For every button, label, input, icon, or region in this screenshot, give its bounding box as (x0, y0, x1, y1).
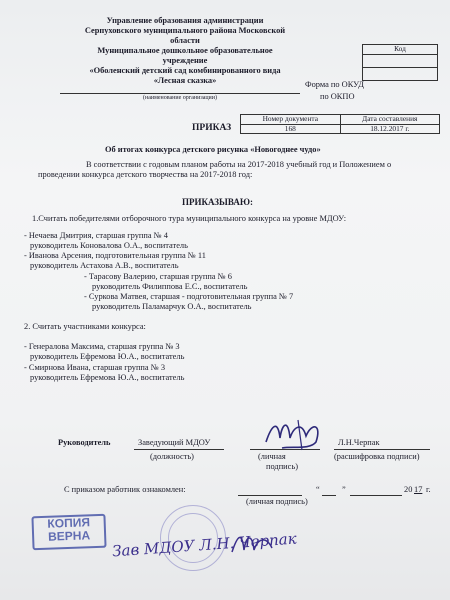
acquainted-label: С приказом работник ознакомлен: (64, 485, 186, 494)
item2-title: 2. Считать участниками конкурса: (24, 322, 146, 331)
acq-year-prefix: 20 (404, 485, 413, 494)
winner-line: - Нечаева Дмитрия, старшая группа № 4 (24, 231, 168, 240)
org-line-2: Серпуховского муниципального района Московской (84, 26, 286, 35)
date-value: 18.12.2017 г. (340, 124, 439, 134)
acq-quote-close: ” (342, 485, 346, 494)
winner-line: руководитель Коновалова О.А., воспитатель (30, 241, 188, 250)
date-header: Дата составления (340, 115, 439, 125)
org-underline (60, 93, 300, 94)
acq-signature-line (238, 495, 302, 496)
acq-year-suffix: г. (426, 485, 431, 494)
head-name: Л.Н.Черпак (338, 438, 380, 447)
winner-line: - Тарасову Валерию, старшая группа № 6 (84, 272, 232, 281)
signature-caption-1: (личная (258, 452, 286, 461)
code-table (362, 44, 438, 81)
winner-line: руководитель Филиппова Е.С., воспитатель (92, 282, 248, 291)
position-caption: (должность) (150, 452, 194, 461)
acq-year: 17 (414, 485, 423, 494)
winner-line: - Иванова Арсения, подготовительная группа № 11 (24, 251, 206, 260)
acq-day-line (322, 495, 336, 496)
participant-line: руководитель Ефремова Ю.А., воспитатель (30, 373, 185, 382)
participant-line: руководитель Ефремова Ю.А., воспитатель (30, 352, 185, 361)
position-underline (134, 449, 224, 450)
okud-cell (363, 54, 438, 67)
name-underline (334, 449, 430, 450)
preamble-line-2: проведении конкурса детского творчества на 2017-2018 год: (38, 170, 253, 179)
director-signature (262, 412, 332, 454)
org-caption: (наименование организации) (143, 95, 217, 101)
participant-line: - Смирнова Ивана, старшая группа № 3 (24, 363, 166, 372)
winner-line: руководитель Паламарчук О.А., воспитатель (92, 302, 252, 311)
signature-caption-2: подпись) (266, 462, 298, 471)
okud-label: Форма по ОКУД (305, 80, 364, 89)
head-label: Руководитель (58, 438, 111, 447)
org-line-6: «Оболенский детский сад комбинированного вида (89, 66, 281, 75)
org-line-7: «Лесная сказка» (153, 76, 217, 85)
stamp-line-1: КОПИЯ (47, 515, 91, 531)
okpo-cell (363, 67, 438, 80)
winner-line: - Суркова Матвея, старшая - подготовительная группа № 7 (84, 292, 294, 301)
acq-quote-open: “ (316, 485, 320, 494)
winner-line: руководитель Астахова А.В., воспитатель (30, 261, 179, 270)
code-label: Код (363, 45, 438, 55)
participant-line: - Генералова Максима, старшая группа № 3 (24, 342, 180, 351)
org-line-1: Управление образования администрации (106, 16, 264, 25)
doc-number-header: Номер документа (241, 115, 341, 125)
order-heading: ПРИКАЗЫВАЮ: (182, 197, 253, 207)
preamble-line-1: В соответствии с годовым планом работы на 2017-2018 учебный год и Положением о (86, 160, 392, 169)
name-caption: (расшифровка подписи) (334, 452, 420, 461)
org-line-3: области (170, 36, 200, 45)
doc-number-value: 168 (241, 124, 341, 134)
okpo-label: по ОКПО (320, 92, 355, 101)
head-position: Заведующий МДОУ (138, 438, 211, 447)
copy-certified-stamp (31, 514, 106, 551)
org-line-4: Муниципальное дошкольное образовательное (97, 46, 273, 55)
acq-caption: (личная подпись) (246, 497, 308, 506)
certification-signature (228, 528, 278, 558)
item1-title: 1.Считать победителями отборочного тура муниципального конкурса на уровне МДОУ: (32, 214, 347, 223)
order-subject: Об итогах конкурса детского рисунка «Новогоднее чудо» (105, 145, 321, 154)
order-table (240, 114, 440, 134)
org-line-5: учреждение (162, 56, 208, 65)
handwritten-certification: Зав МДОУ Л.Н. Черпак (111, 529, 298, 561)
order-title: ПРИКАЗ (192, 123, 232, 133)
acq-month-line (350, 495, 402, 496)
stamp-line-2: ВЕРНА (47, 528, 91, 544)
